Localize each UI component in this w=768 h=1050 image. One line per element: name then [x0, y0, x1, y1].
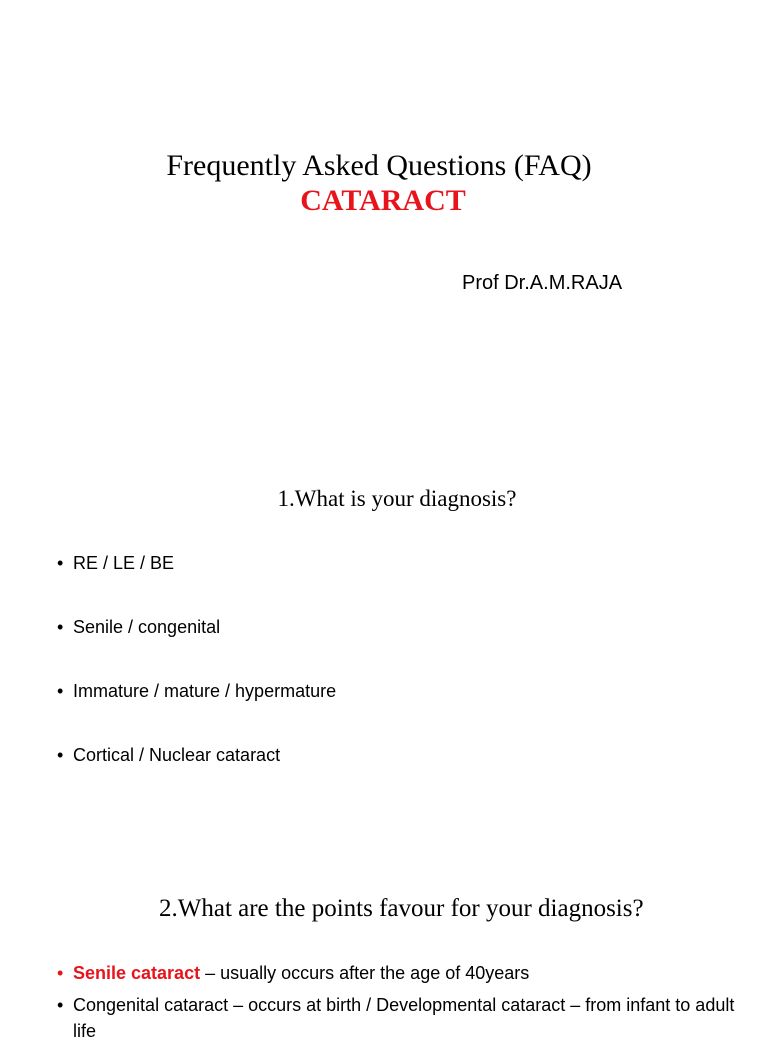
- bullet-icon: •: [57, 963, 64, 983]
- bullet-icon: •: [57, 995, 64, 1015]
- question-2-heading: 2.What are the points favour for your diagnosis?: [159, 895, 644, 922]
- list-item-text: Congenital cataract – occurs at birth / Developmental cataract – from infant to adult life: [73, 995, 735, 1041]
- bullet-icon: •: [57, 617, 64, 637]
- bullet-icon: •: [57, 745, 64, 765]
- list-item: [57, 960, 757, 986]
- highlight-term: Senile cataract: [73, 963, 201, 983]
- list-item: [57, 992, 757, 1044]
- list-item: [57, 677, 336, 705]
- bullet-icon: •: [57, 553, 64, 573]
- list-item: [57, 549, 336, 577]
- page-title: Frequently Asked Questions (FAQ): [166, 149, 592, 182]
- diagnosis-points-list: [57, 960, 757, 1050]
- list-item-text: Cortical / Nuclear cataract: [73, 745, 281, 765]
- list-item-text: – usually occurs after the age of 40years: [200, 963, 530, 983]
- author-name: Prof Dr.A.M.RAJA: [462, 272, 623, 294]
- bullet-icon: •: [57, 681, 64, 701]
- list-item-text: Immature / mature / hypermature: [73, 681, 337, 701]
- list-item: [57, 613, 336, 641]
- list-item-text: RE / LE / BE: [73, 553, 175, 573]
- list-item-text: Senile / congenital: [73, 617, 221, 637]
- diagnosis-options-list: [57, 549, 336, 805]
- question-1-heading: 1.What is your diagnosis?: [277, 486, 517, 511]
- page-subtitle: CATARACT: [300, 184, 466, 217]
- list-item: [57, 741, 336, 769]
